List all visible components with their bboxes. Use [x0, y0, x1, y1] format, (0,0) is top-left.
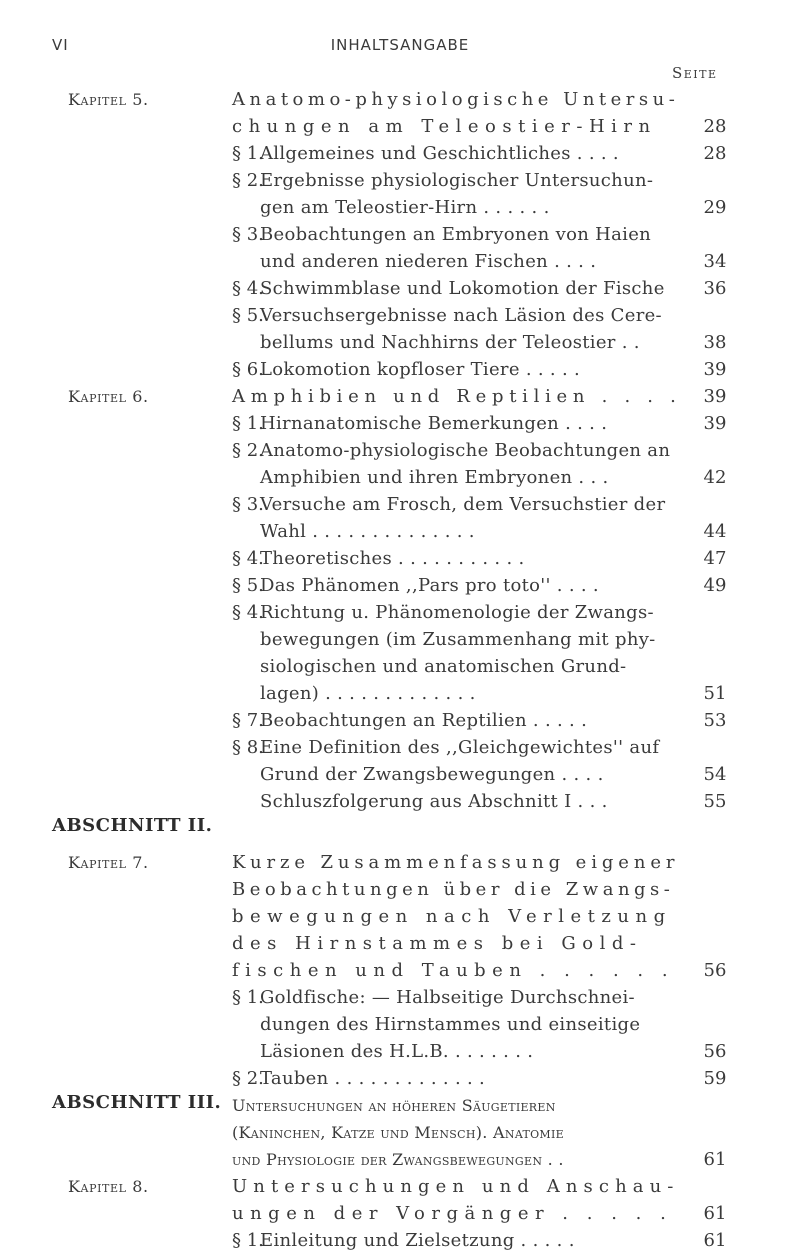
page-ref: 49 [703, 575, 727, 596]
toc-line [0, 572, 800, 599]
toc-line [0, 491, 800, 518]
chapter-title: Anatomo-physiologische Untersu- [232, 89, 680, 110]
toc-line [0, 248, 800, 275]
page-ref: 56 [703, 960, 727, 981]
chapter-title: Untersuchungen und Anschau- [232, 1176, 680, 1197]
entry-text: Läsionen des H.L.B. . . . . . . . [260, 1041, 534, 1062]
entry-text: Versuchsergebnisse nach Läsion des Cere- [260, 305, 662, 326]
toc-line [0, 876, 800, 903]
entry-text: Tauben . . . . . . . . . . . . . [260, 1068, 486, 1089]
section-heading: ABSCHNITT III. [52, 1092, 222, 1113]
toc-line [0, 903, 800, 930]
paragraph-number: § 5. [232, 305, 264, 326]
entry-text: Allgemeines und Geschichtliches . . . . [260, 143, 619, 164]
toc-line [0, 140, 800, 167]
page-ref: 53 [703, 710, 727, 731]
toc-line [0, 761, 800, 788]
paragraph-number: § 2. [232, 1068, 264, 1089]
toc-line [0, 545, 800, 572]
entry-text: Hirnanatomische Bemerkungen . . . . [260, 413, 608, 434]
entry-text: Untersuchungen an höheren Säugetieren [232, 1096, 556, 1115]
toc-line [0, 410, 800, 437]
entry-text: Beobachtungen an Embryonen von Haien [260, 224, 652, 245]
toc-line [0, 302, 800, 329]
page-ref: 36 [703, 278, 727, 299]
toc-line [0, 1092, 800, 1119]
chapter-title: fischen und Tauben . . . . . . [232, 960, 675, 981]
paragraph-number: § 4. [232, 602, 264, 623]
page-ref: 39 [703, 413, 727, 434]
toc-line [0, 1038, 800, 1065]
paragraph-number: § 1. [232, 413, 264, 434]
chapter-title: des Hirnstammes bei Gold- [232, 933, 643, 954]
toc-line [0, 194, 800, 221]
page-ref: 44 [703, 521, 727, 542]
entry-text: bellums und Nachhirns der Teleostier . . [260, 332, 640, 353]
paragraph-number: § 3. [232, 494, 264, 515]
chapter-label: Kapitel 8. [68, 1177, 149, 1196]
page-ref: 28 [703, 143, 727, 164]
paragraph-number: § 7. [232, 710, 264, 731]
entry-text: (Kaninchen, Katze und Mensch). Anatomie [232, 1123, 564, 1142]
page-ref: 59 [703, 1068, 727, 1089]
toc-line [0, 1119, 800, 1146]
entry-text: Richtung u. Phänomenologie der Zwangs- [260, 602, 654, 623]
entry-text: Das Phänomen ,,Pars pro toto'' . . . . [260, 575, 599, 596]
toc-line [0, 275, 800, 302]
toc-line [0, 1227, 800, 1254]
entry-text: gen am Teleostier-Hirn . . . . . . [260, 197, 550, 218]
toc-line [0, 1173, 800, 1200]
toc-line [0, 86, 800, 113]
toc-line [0, 437, 800, 464]
entry-text: und Physiologie der Zwangsbewegungen . . [232, 1150, 564, 1169]
toc-line [0, 984, 800, 1011]
entry-text: Grund der Zwangsbewegungen . . . . [260, 764, 604, 785]
entry-text: Lokomotion kopfloser Tiere . . . . . [260, 359, 581, 380]
entry-text: Goldfische: — Halbseitige Durchschnei- [260, 987, 635, 1008]
entry-text: Wahl . . . . . . . . . . . . . . [260, 521, 475, 542]
chapter-label: Kapitel 7. [68, 853, 149, 872]
entry-text: Anatomo-physiologische Beobachtungen an [260, 440, 671, 461]
page-ref: 56 [703, 1041, 727, 1062]
page-ref: 42 [703, 467, 727, 488]
entry-text: und anderen niederen Fischen . . . . [260, 251, 597, 272]
section-heading: ABSCHNITT II. [52, 815, 213, 836]
chapter-title: Amphibien und Reptilien . . . . [232, 386, 682, 407]
entry-text: Schluszfolgerung aus Abschnitt I . . . [260, 791, 608, 812]
running-header [0, 36, 800, 58]
paragraph-number: § 3. [232, 224, 264, 245]
entry-text: Versuche am Frosch, dem Versuchstier der [260, 494, 666, 515]
entry-text: Ergebnisse physiologischer Untersuchun- [260, 170, 654, 191]
page-ref: 61 [703, 1230, 727, 1251]
toc-line [0, 464, 800, 491]
chapter-title: Beobachtungen über die Zwangs- [232, 879, 675, 900]
toc-line [0, 1200, 800, 1227]
toc-line [0, 957, 800, 984]
page-ref: 38 [703, 332, 727, 353]
toc-line [0, 653, 800, 680]
page-number: VI [52, 36, 69, 54]
paragraph-number: § 5. [232, 575, 264, 596]
toc-line [0, 788, 800, 815]
toc-line [0, 1011, 800, 1038]
paragraph-number: § 1. [232, 143, 264, 164]
entry-text: bewegungen (im Zusammenhang mit phy- [260, 629, 656, 650]
page-ref: 61 [703, 1149, 727, 1170]
entry-text: lagen) . . . . . . . . . . . . . [260, 683, 476, 704]
page-ref: 39 [703, 359, 727, 380]
chapter-label: Kapitel 6. [68, 387, 149, 406]
page-column-heading: Seite [672, 64, 718, 82]
page-ref: 28 [703, 116, 727, 137]
paragraph-number: § 2. [232, 440, 264, 461]
page-ref: 54 [703, 764, 727, 785]
entry-text: siologischen und anatomischen Grund- [260, 656, 627, 677]
toc-line [0, 518, 800, 545]
page-ref: 61 [703, 1203, 727, 1224]
toc-line [0, 930, 800, 957]
paragraph-number: § 2. [232, 170, 264, 191]
toc-line [0, 849, 800, 876]
entry-text: Einleitung und Zielsetzung . . . . . [260, 1230, 575, 1251]
table-of-contents [0, 86, 800, 1254]
chapter-title: ungen der Vorgänger . . . . . [232, 1203, 673, 1224]
toc-line [0, 1146, 800, 1173]
toc-line [0, 599, 800, 626]
paragraph-number: § 8. [232, 737, 264, 758]
entry-text: Eine Definition des ,,Gleichgewichtes'' auf [260, 737, 660, 758]
paragraph-number: § 4. [232, 548, 264, 569]
toc-line [0, 815, 800, 849]
page-ref: 51 [703, 683, 727, 704]
entry-text: Schwimmblase und Lokomotion der Fische [260, 278, 665, 299]
page-ref: 29 [703, 197, 727, 218]
entry-text: Theoretisches . . . . . . . . . . . [260, 548, 525, 569]
page-ref: 34 [703, 251, 727, 272]
toc-line [0, 680, 800, 707]
page-ref: 47 [703, 548, 727, 569]
paragraph-number: § 6. [232, 359, 264, 380]
toc-line [0, 329, 800, 356]
page-ref: 39 [703, 386, 727, 407]
toc-line [0, 356, 800, 383]
paragraph-number: § 1. [232, 1230, 264, 1251]
paragraph-number: § 1. [232, 987, 264, 1008]
chapter-title: bewegungen nach Verletzung [232, 906, 672, 927]
toc-line [0, 113, 800, 140]
toc-line [0, 734, 800, 761]
toc-line [0, 221, 800, 248]
running-title: INHALTSANGABE [330, 36, 470, 54]
entry-text: Amphibien und ihren Embryonen . . . [260, 467, 609, 488]
entry-text: Beobachtungen an Reptilien . . . . . [260, 710, 588, 731]
toc-line [0, 707, 800, 734]
chapter-title: Kurze Zusammenfassung eigener [232, 852, 680, 873]
chapter-title: chungen am Teleostier-Hirn [232, 116, 657, 137]
chapter-label: Kapitel 5. [68, 90, 149, 109]
toc-line [0, 383, 800, 410]
toc-line [0, 626, 800, 653]
paragraph-number: § 4. [232, 278, 264, 299]
toc-line [0, 1065, 800, 1092]
page-ref: 55 [703, 791, 727, 812]
entry-text: dungen des Hirnstammes und einseitige [260, 1014, 641, 1035]
toc-line [0, 167, 800, 194]
